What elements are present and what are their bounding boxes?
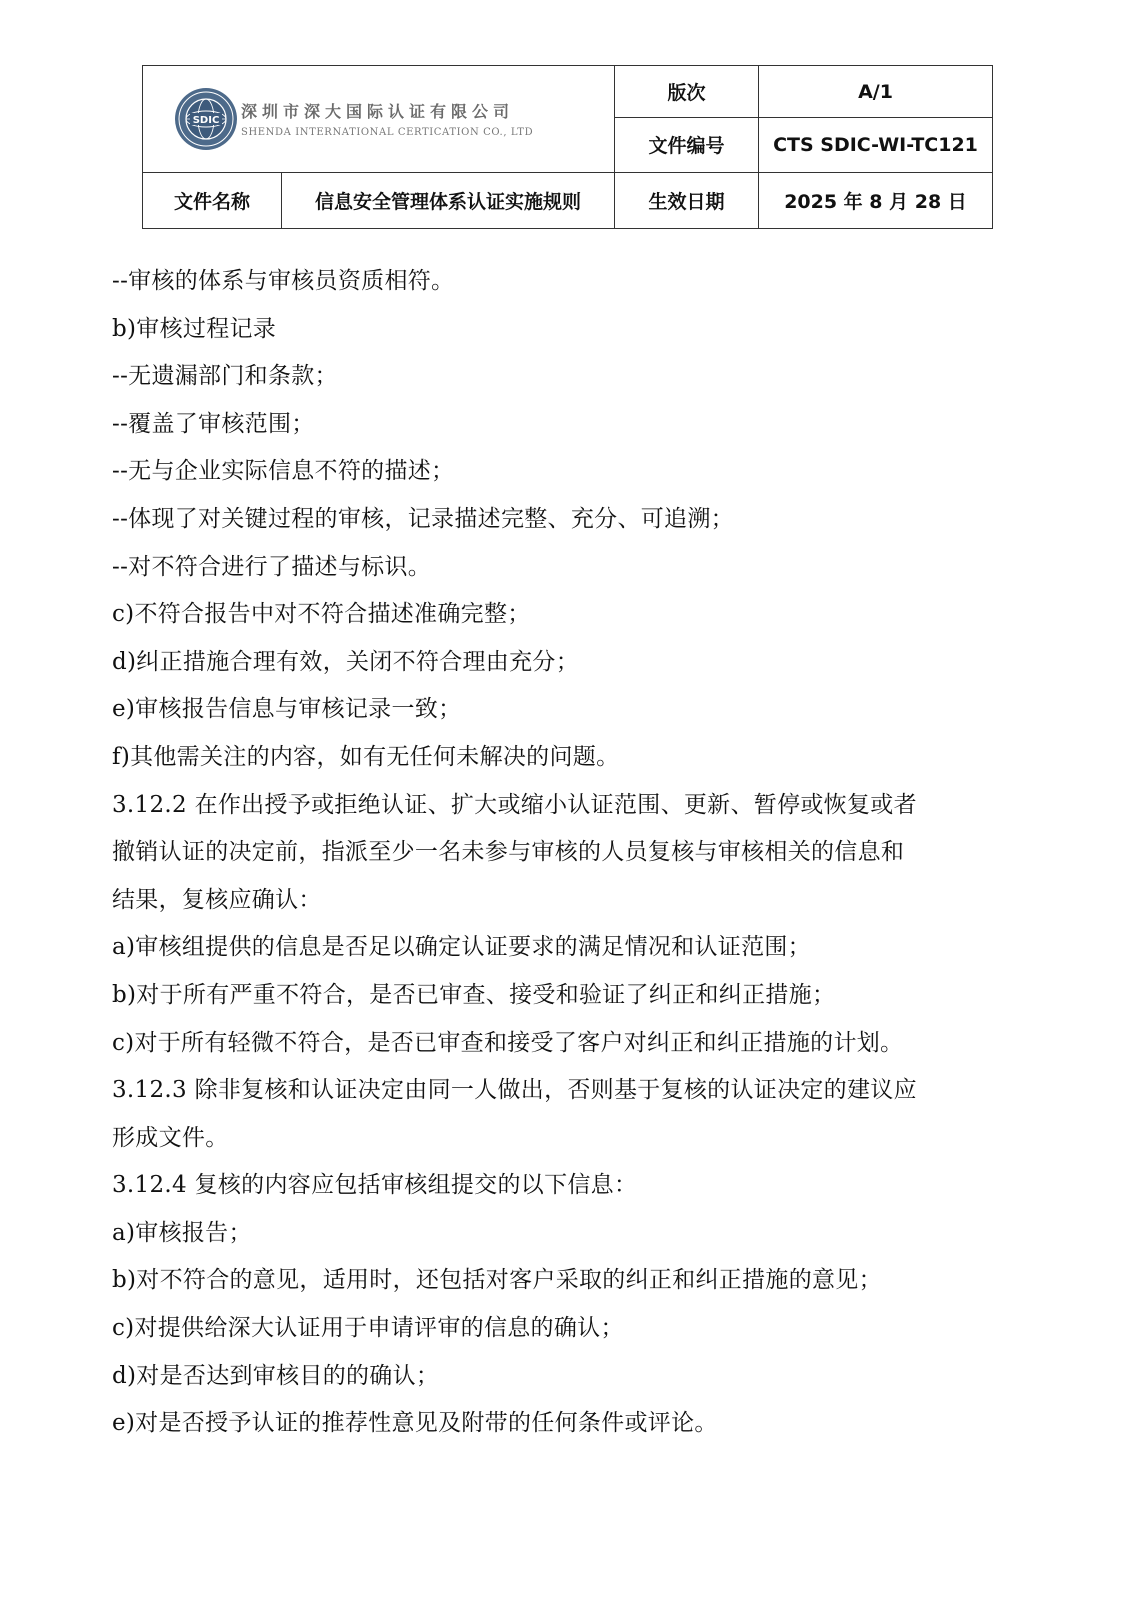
body-line: c)对提供给深大认证用于申请评审的信息的确认； (112, 1315, 624, 1342)
body-line: b)对不符合的意见，适用时，还包括对客户采取的纠正和纠正措施的意见； (112, 1267, 882, 1294)
body-line: b)审核过程记录 (112, 315, 277, 342)
document-header-table (142, 65, 993, 229)
body-line: a)审核组提供的信息是否足以确定认证要求的满足情况和认证范围； (112, 934, 811, 961)
file-name-value: 信息安全管理体系认证实施规则 (282, 172, 615, 228)
effective-date-value: 2025 年 8 月 28 日 (759, 172, 993, 228)
body-line: --对不符合进行了描述与标识。 (112, 553, 432, 580)
body-line: 形成文件。 (112, 1124, 229, 1151)
company-name-cn: 深圳市深大国际认证有限公司 (241, 102, 515, 122)
body-line: 3.12.3 除非复核和认证决定由同一人做出，否则基于复核的认证决定的建议应 (112, 1077, 917, 1104)
svg-text:SDIC: SDIC (192, 114, 220, 126)
doc-number-label: 文件编号 (615, 118, 759, 172)
effective-date-label: 生效日期 (615, 172, 759, 228)
body-line: --无与企业实际信息不符的描述； (112, 458, 455, 485)
body-line: c)不符合报告中对不符合描述准确完整； (112, 601, 531, 628)
sdic-emblem-icon (173, 86, 239, 152)
version-label: 版次 (615, 66, 759, 118)
body-line: 撤销认证的决定前，指派至少一名未参与审核的人员复核与审核相关的信息和 (112, 839, 905, 866)
body-line: --体现了对关键过程的审核，记录描述完整、充分、可追溯； (112, 505, 734, 532)
file-name-label: 文件名称 (143, 172, 282, 228)
company-logo-cell (143, 66, 615, 173)
body-line: --覆盖了审核范围； (112, 410, 315, 437)
body-line: 3.12.4 复核的内容应包括审核组提交的以下信息： (112, 1172, 638, 1199)
doc-number-value: CTS SDIC-WI-TC121 (759, 118, 993, 172)
body-line: b)对于所有严重不符合，是否已审查、接受和验证了纠正和纠正措施； (112, 981, 836, 1008)
body-line: --审核的体系与审核员资质相符。 (112, 268, 455, 294)
body-line: c)对于所有轻微不符合，是否已审查和接受了客户对纠正和纠正措施的计划。 (112, 1029, 904, 1056)
document-body (112, 258, 1032, 1448)
body-line: --无遗漏部门和条款； (112, 363, 338, 390)
company-logo (143, 86, 614, 152)
version-value: A/1 (759, 66, 993, 118)
body-line: 结果，复核应确认： (112, 886, 322, 913)
body-line: d)对是否达到审核目的的确认； (112, 1362, 440, 1389)
body-line: 3.12.2 在作出授予或拒绝认证、扩大或缩小认证范围、更新、暂停或恢复或者 (112, 791, 917, 818)
body-line: d)纠正措施合理有效，关闭不符合理由充分； (112, 648, 579, 675)
body-line: e)审核报告信息与审核记录一致； (112, 696, 462, 723)
company-name-en: SHENDA INTERNATIONAL CERTICATION CO., LTD (241, 127, 534, 139)
body-line: a)审核报告； (112, 1219, 252, 1246)
body-line: e)对是否授予认证的推荐性意见及附带的任何条件或评论。 (112, 1410, 718, 1437)
body-line: f)其他需关注的内容，如有无任何未解决的问题。 (112, 743, 620, 770)
